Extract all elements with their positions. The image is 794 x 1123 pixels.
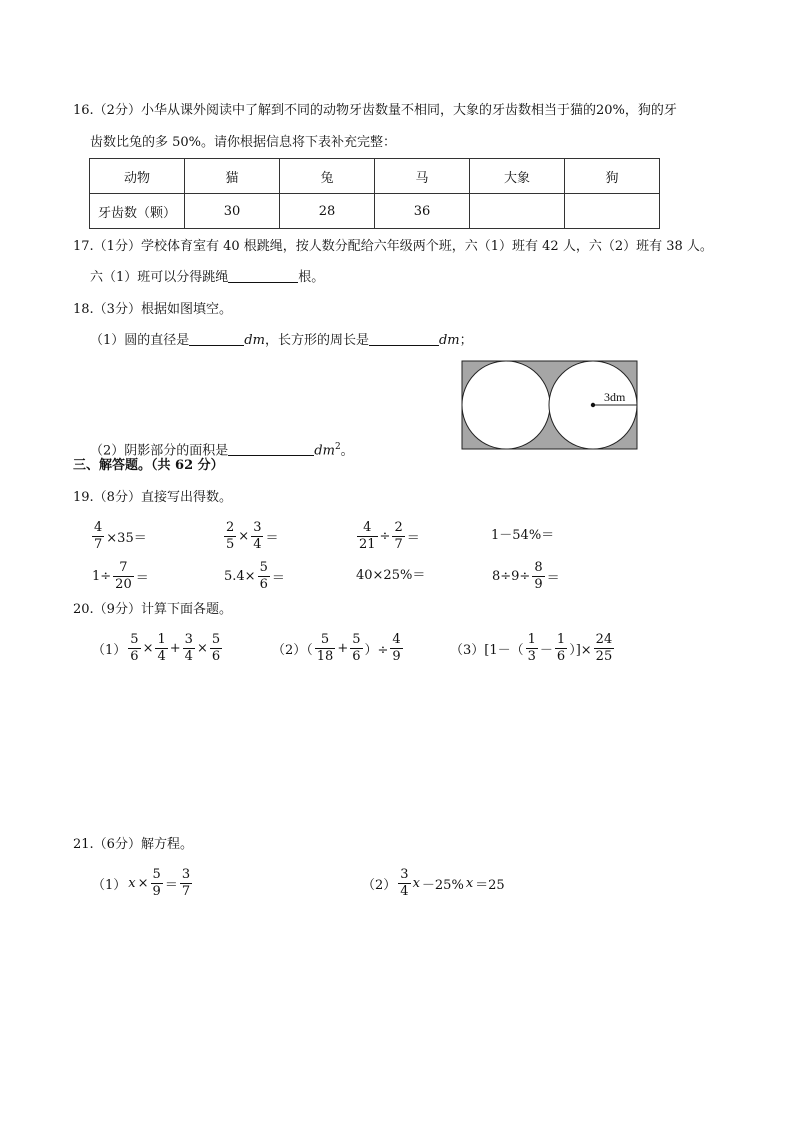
q19-expr-4: 1－54%＝	[491, 528, 555, 543]
table-cell: 30	[185, 194, 280, 229]
fraction: $\frac{24}{25}$	[595, 632, 613, 664]
expr-text: 5.4×	[224, 569, 256, 584]
q18-unit: dm	[438, 333, 460, 348]
fraction: $\frac{5}{6}$	[211, 632, 221, 664]
fraction: $\frac{2}{7}$	[394, 520, 403, 552]
q18-p2-end: 。	[340, 443, 354, 459]
q19-expr-8	[491, 560, 561, 593]
q18-p1-text2: ，长方形的周长是	[264, 333, 369, 348]
expr-eq: ＝	[271, 571, 285, 586]
fraction: $\frac{1}{4}$	[157, 632, 166, 664]
table-header-cell: 马	[375, 159, 470, 194]
expr-op: ×	[137, 876, 149, 891]
left-circle	[462, 361, 550, 449]
calc-label: （3）[1－（	[450, 643, 524, 658]
fraction: $\frac{1}{6}$	[556, 632, 566, 664]
q19-expr-1	[91, 520, 148, 553]
fraction: $\frac{3}{4}$	[400, 867, 409, 899]
q18-unit: dm	[244, 333, 265, 348]
fraction: $\frac{5}{18}$	[316, 632, 334, 664]
fraction: $\frac{5}{6}$	[130, 632, 139, 664]
expr-text: ＝25	[475, 878, 505, 893]
calc-label: （1）	[92, 878, 127, 893]
fraction: $\frac{2}{5}$	[226, 520, 235, 552]
fraction: $\frac{3}{4}$	[184, 632, 193, 664]
expr-eq: ＝	[135, 571, 149, 586]
expr-op: －	[539, 643, 553, 658]
area-answer-blank[interactable]	[228, 441, 314, 456]
variable-x: x	[412, 876, 420, 891]
expr-text: 1÷	[92, 569, 112, 584]
q19-expr-6	[223, 560, 286, 593]
q21-title: 21.（6分）解方程。	[73, 837, 193, 852]
table-cell-blank[interactable]	[470, 194, 565, 229]
q21-equation-2	[361, 867, 506, 900]
table-header-cell: 猫	[185, 159, 280, 194]
expr-eq: ＝	[265, 531, 279, 546]
table-cell: 28	[280, 194, 375, 229]
q18-title: 18.（3分）根据如图填空。	[73, 302, 232, 317]
fraction: $\frac{3}{4}$	[253, 520, 262, 552]
table-cell-blank[interactable]	[565, 194, 660, 229]
fraction: $\frac{3}{7}$	[181, 867, 191, 899]
perimeter-answer-blank[interactable]	[369, 331, 439, 346]
q17-line1: 17.（1分）学校体育室有 40 根跳绳，按人数分配给六年级两个班，六（1）班有 42 人，六（2）班有 38 人。	[73, 239, 713, 254]
calc-label: （2）（	[272, 643, 313, 658]
fraction: $\frac{7}{20}$	[115, 560, 132, 592]
variable-x: x	[465, 876, 474, 891]
q21-equation-1	[91, 867, 193, 900]
fraction: $\frac{1}{3}$	[527, 632, 536, 664]
calc-label: （1）	[92, 643, 127, 658]
table-header-cell: 兔	[280, 159, 375, 194]
expr-op: ）]×	[569, 643, 592, 658]
diameter-answer-blank[interactable]	[189, 331, 244, 346]
q17-answer-blank[interactable]	[228, 268, 298, 283]
fraction: $\frac{5}{9}$	[152, 867, 161, 899]
variable-x: x	[128, 876, 136, 891]
q18-unit-sup: 2	[334, 442, 341, 452]
fraction: $\frac{4}{9}$	[392, 632, 401, 664]
fraction: $\frac{5}{6}$	[259, 560, 268, 592]
q20-calc-3	[449, 632, 615, 665]
expr-op: +	[169, 641, 181, 656]
center-dot	[591, 403, 595, 407]
rectangle-circles-figure	[461, 360, 639, 452]
q18-p1-end: ；	[459, 333, 473, 348]
q20-calc-2	[271, 632, 404, 665]
q19-expr-7: 40×25%＝	[356, 568, 426, 583]
fraction: $\frac{8}{9}$	[534, 560, 543, 592]
fraction: $\frac{5}{6}$	[352, 632, 361, 664]
q18-p1-text: （1）圆的直径是	[90, 333, 190, 348]
expr-op: ×	[142, 641, 154, 656]
calc-label: （2）	[362, 878, 397, 893]
expr-op: ）÷	[364, 643, 389, 658]
radius-label: 3dm	[604, 390, 626, 404]
q16-line2: 齿数比兔的多 50%。请你根据信息将下表补充完整：	[90, 135, 397, 150]
q19-expr-2	[223, 520, 279, 553]
fraction: $\frac{4}{7}$	[94, 520, 103, 552]
expr-text: ×35＝	[106, 531, 147, 546]
expr-eq: ＝	[406, 531, 420, 546]
q20-title: 20.（9分）计算下面各题。	[73, 602, 232, 617]
expr-op: ×	[238, 529, 250, 544]
expr-eq: ＝	[546, 571, 560, 586]
expr-op: ×	[196, 641, 208, 656]
table-cell: 36	[375, 194, 470, 229]
section-title: 三、解答题。（共 62 分）	[73, 458, 224, 473]
q18-unit: dm	[314, 443, 335, 459]
expr-op: +	[337, 641, 349, 656]
q17-text-pre: 六（1）班可以分得跳绳	[90, 270, 229, 285]
q16-line1: 16.（2分）小华从课外阅读中了解到不同的动物牙齿数量不相同，大象的牙齿数相当于猫的20%，狗的牙	[73, 103, 677, 118]
expr-op: ÷	[379, 529, 391, 544]
q17-text-post: 根。	[298, 270, 325, 285]
q18-p2-text: （2）阴影部分的面积是	[90, 443, 229, 459]
table-row	[90, 159, 660, 194]
table-header-cell: 大象	[470, 159, 565, 194]
expr-eq: ＝	[164, 878, 178, 893]
table-header-cell: 动物	[90, 159, 185, 194]
expr-text: 8÷9÷	[492, 569, 531, 584]
expr-text: －25%	[421, 878, 464, 893]
q17-line2	[90, 268, 324, 288]
fraction: $\frac{4}{21}$	[359, 520, 376, 552]
table-row	[90, 194, 660, 229]
q19-expr-3	[356, 520, 421, 553]
teeth-table	[89, 158, 660, 229]
q19-expr-5	[91, 560, 150, 593]
table-header-cell: 狗	[565, 159, 660, 194]
q18-part1	[90, 331, 473, 351]
q19-title: 19.（8分）直接写出得数。	[73, 490, 232, 505]
q20-calc-1	[91, 632, 223, 665]
table-header-cell: 牙齿数（颗）	[90, 194, 185, 229]
